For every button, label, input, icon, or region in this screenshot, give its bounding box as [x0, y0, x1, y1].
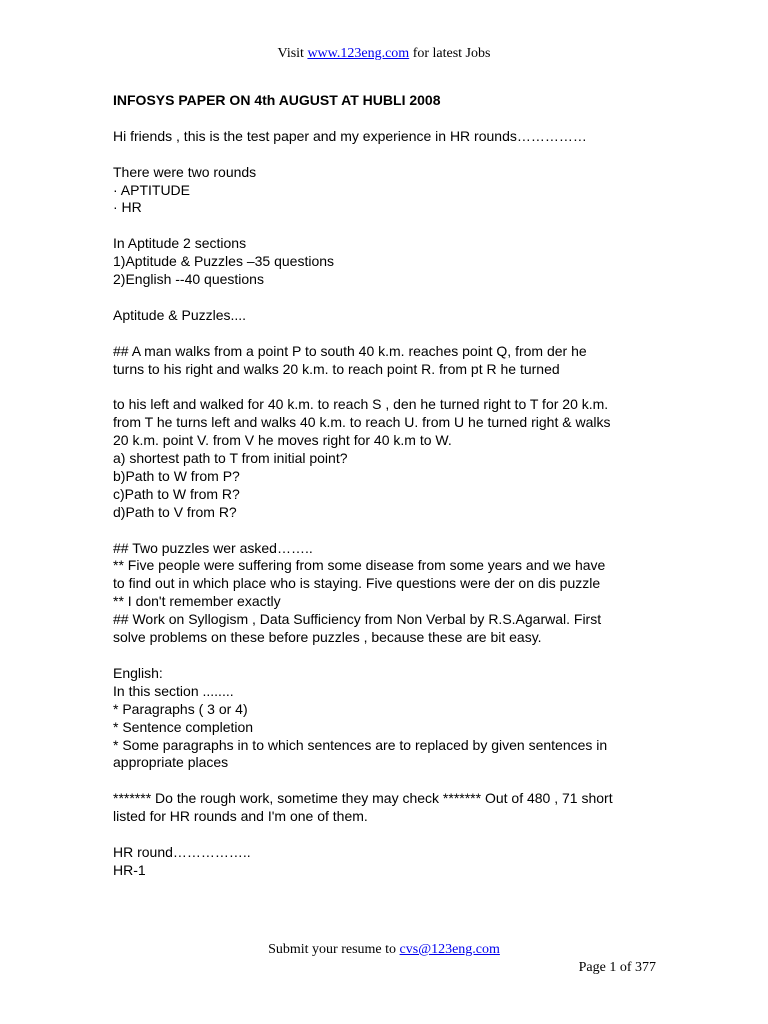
footer-email-link[interactable]: cvs@123eng.com [399, 942, 500, 957]
sections-heading: In Aptitude 2 sections [113, 235, 247, 252]
english-line: * Paragraphs ( 3 or 4) [113, 700, 248, 717]
intro-text: Hi friends , this is the test paper and my experience in HR rounds…………… [113, 127, 587, 144]
question-line: from T he turns left and walks 40 k.m. to reach U. from U he turned right & walks [113, 414, 611, 431]
english-line: In this section ........ [113, 682, 234, 699]
question-line: turns to his right and walks 20 k.m. to reach point R. from pt R he turned [113, 360, 560, 377]
question-option: a) shortest path to T from initial point? [113, 450, 348, 467]
question-line: to his left and walked for 40 k.m. to reach S , den he turned right to T for 20 k.m. [113, 396, 609, 413]
english-line: * Sentence completion [113, 718, 254, 735]
header-website-link[interactable]: www.123eng.com [307, 46, 410, 61]
puzzles-line: ** I don't remember exactly [113, 593, 281, 610]
note-line: ******* Do the rough work, sometime they may check ******* Out of 480 , 71 short [113, 790, 613, 807]
rounds-heading: There were two rounds [113, 163, 257, 180]
puzzles-line: ## Two puzzles wer asked…….. [113, 539, 313, 556]
hr-round-heading: HR round…………….. [113, 843, 251, 860]
page-footer [0, 942, 768, 958]
puzzles-line: solve problems on these before puzzles , because these are bit easy. [113, 629, 542, 646]
rounds-item: · HR [113, 199, 142, 216]
document-title: INFOSYS PAPER ON 4th AUGUST AT HUBLI 2008 [113, 92, 441, 108]
footer-prefix: Submit your resume to [268, 942, 397, 957]
document-body [113, 92, 673, 880]
header-suffix: for latest Jobs [412, 46, 491, 61]
sections-item: 2)English --40 questions [113, 271, 264, 288]
question-option: c)Path to W from R? [113, 485, 240, 502]
rounds-item: · APTITUDE [113, 181, 191, 198]
puzzles-line: ** Five people were suffering from some disease from some years and we have [113, 557, 606, 574]
hr-round-line: HR-1 [113, 861, 146, 878]
question-line: 20 k.m. point V. from V he moves right for 40 k.m to W. [113, 432, 452, 449]
english-line: appropriate places [113, 754, 229, 771]
question-option: d)Path to V from R? [113, 503, 237, 520]
question-line: ## A man walks from a point P to south 40 k.m. reaches point Q, from der he [113, 342, 587, 359]
question-option: b)Path to W from P? [113, 467, 240, 484]
puzzles-line: ## Work on Syllogism , Data Sufficiency from Non Verbal by R.S.Agarwal. First [113, 611, 602, 628]
page-header [0, 46, 768, 62]
note-line: listed for HR rounds and I'm one of them. [113, 808, 368, 825]
page-number: Page 1 of 377 [578, 960, 656, 975]
english-heading: English: [113, 664, 163, 681]
english-line: * Some paragraphs in to which sentences are to replaced by given sentences in [113, 736, 608, 753]
aptitude-heading: Aptitude & Puzzles.... [113, 306, 247, 323]
header-prefix: Visit [277, 46, 304, 61]
puzzles-line: to find out in which place who is staying. Five questions were der on dis puzzle [113, 575, 601, 592]
sections-item: 1)Aptitude & Puzzles –35 questions [113, 253, 335, 270]
